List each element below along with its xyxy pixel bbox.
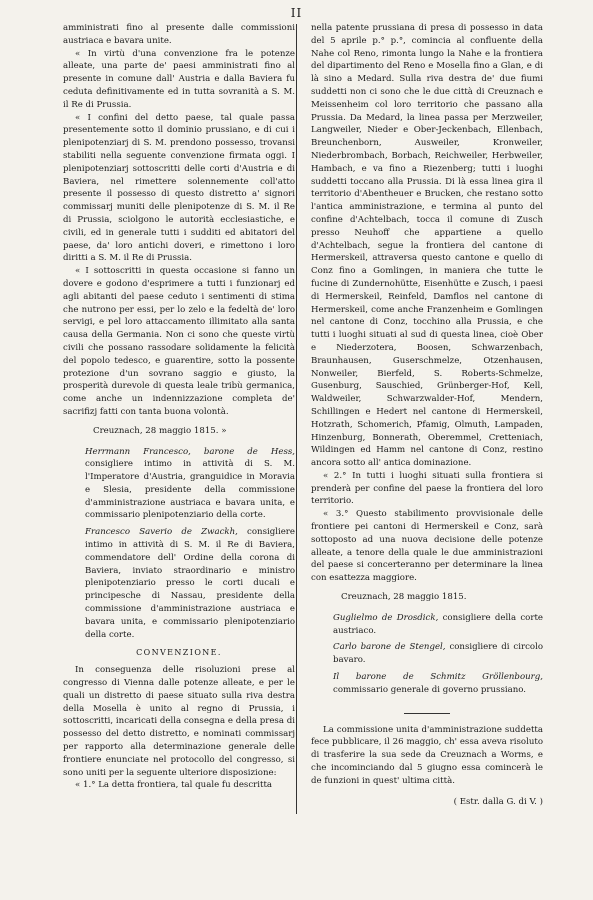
source-citation: ( Estr. dalla G. di V. ) xyxy=(453,796,543,807)
dateline: Creuznach, 28 maggio 1815. » xyxy=(93,425,227,436)
signatory xyxy=(63,526,295,641)
signatory xyxy=(311,641,543,667)
signatory xyxy=(311,612,543,638)
signatory-name: Francesco Saverio de Zwackh, xyxy=(85,527,238,538)
page-number: II xyxy=(290,6,303,20)
signatory-name: Il barone de Schmitz Gröllenbourg, xyxy=(333,672,543,683)
signatory-title: consigliere intimo in attività di S. M. il Re di Baviera, commendatore dell' Ordine della corona di Baviera, inviato straordinario e ministro plenipotenziario presso le corti ducali e principesche di Nassau, presidente della commissione d'amministrazione austriaca e bavara unita, e commissario plenipotenziario della corte. xyxy=(85,527,296,640)
section-divider xyxy=(404,713,450,714)
signatory-name: Carlo barone de Stengel, xyxy=(333,642,446,653)
paragraph: In conseguenza delle risoluzioni prese al congresso di Vienna dalle potenze alleate, e per le quali un distretto di paese situato sulla riva destra della Mosella è unito al regno di Prussia, i sottoscritti, incaricati della consegna e della presa di possesso del detto distretto, e nominati commissarj per rapporto alla determinazione generale delle frontiere enunciate nel protocollo del congresso, si sono uniti per la seguente ulteriore disposizione: xyxy=(63,665,295,778)
section-heading: CONVENZIONE. xyxy=(136,648,222,658)
left-column xyxy=(63,22,295,792)
column-divider xyxy=(296,24,297,814)
dateline: Creuznach, 28 maggio 1815. xyxy=(341,592,467,603)
right-column xyxy=(311,22,543,808)
paragraph: « 1.° La detta frontiera, tal quale fu descritta xyxy=(75,780,273,791)
paragraph: « 3.° Questo stabilimento provvisionale delle frontiere pei cantoni di Hermerskeil e Conz, sarà sottoposto ad una nuova decisione delle potenze alleate, a tenore della quale le due amministrazioni del paese si concerteranno per determinare la linea con esattezza maggiore. xyxy=(311,509,543,584)
signatory xyxy=(311,671,543,697)
signatory-title: commissario generale di governo prussiano. xyxy=(333,684,527,695)
paragraph: « I confini del detto paese, tal quale passa presentemente sotto il dominio prussiano, e di cui i plenipotenziarj di S. M. prendono possesso, trovansi stabiliti nella seguente convenzione firmata oggi. I plenipotenziarj sottoscritti delle corti d'Austria e di Baviera, nel rimettere solennemente coll'atto presente il possesso di questo distretto a' signori commissarj muniti delle plenipotenze di S. M. il Re di Prussia, sciolgono le autorità ecclesiastiche, e civili, ed in generale tutti i sudditi ed abitatori del paese, da' loro antichi doveri, e rimettono i loro diritti a S. M. il Re di Prussia. xyxy=(63,112,295,264)
paragraph: nella patente prussiana di presa di possesso in data del 5 aprile p.° p.°, comincia al confluente della Nahe col Reno, rimonta lungo la Nahe e la frontiera del dipartimento del Reno e Mosella fino a Glan, e di là sino a Medard. Sulla riva destra de' due fiumi suddetti non ci sono che le due città di Creuznach e Meissenheim col loro territorio che passano alla Prussia. Da Medard, la linea passa per Merzweiler, Langweiler, Nieder e Ober-Jeckenbach, Ellenbach, Breunchenborn, Ausweiler, Kronweiler, Niederbrombach, Borbach, Reichweiler, Herbweiler, Hambach, e va fino a Riezenberg; tutti i luoghi suddetti toccano alla Prussia. Di là essa linea gira il territorio d'Abentheuer e Brucken, che restano sotto l'antica amministrazione, e termina al punto del confine d'Achtelbach, tocca il comune di Zusch presso Neuhoff che appartiene a quello d'Achtelbach, segue la frontiera del cantone di Hermerskeil, attraversa questo cantone e quello di Conz fino a Gomlingen, in maniera che tutte le fucine di Zundernohütte, Eisenhütte e Zusch, i paesi di Hermerskeil, Reinfeld, Damflos nel cantone di Hermerskeil, come anche Franzenheim e Gomlingen nel cantone di Conz, tocchino alla Prussia, e che tutti i luoghi situati al sud di questa linea, cioè Ober e Niederzotera, Boosen, Schwarzenbach, Braunhausen, Guserschmelze, Otzenhausen, Nonweiler, Bierfeld, S. Roberts-Schmelze, Gusenburg, Sauschied, Grünberger-Hof, Kell, Waldweiler, Schwarzwalder-Hof, Mendern, Schillingen e Hedert nel cantone di Hermerskeil, Hotzrath, Schomerich, Pfamig, Olmuth, Lampaden, Hinzenburg, Bonnerath, Oberemmel, Cretteniach, Wildingen ed Hamm nel cantone di Conz, restino ancora sotto all' antica dominazione. xyxy=(311,23,543,469)
paragraph: La commissione unita d'amministrazione suddetta fece pubblicare, il 26 maggio, ch' essa aveva risoluto di trasferire la sua sede da Creuznach a Worms, e che incominciando dal 5 giugno essa comincerà le de funzioni in quest' ultima città. xyxy=(311,724,543,786)
signatory-title: consigliere intimo in attività di S. M. l'Imperatore d'Austria, granguidice in Moravia e Slesia, presidente della commissione d'amministrazione austriaca e bavara unita, e commissario plenipotenziario della corte. xyxy=(85,459,295,521)
paragraph: « I sottoscritti in questa occasione si fanno un dovere e godono d'esprimere a tutti i funzionarj ed agli abitanti del paese ceduto i sentimenti di stima che nutrono per essi, per lo zelo e la fedeltà de' loro servigi, e pel loro attaccamento illimitato alla santa causa della Germania. Non ci sono che queste virtù civili che possano rassodare solidamente la felicità del popolo tedesco, e guarentire, sotto la possente protezione d'un sovrano saggio e giusto, la prosperità durevole di questa leale tribù germanica, come anche un indennizzazione completa de' sacrifizj fatti con tanta buona volontà. xyxy=(63,266,295,417)
signatory xyxy=(63,446,295,523)
signatory-title: consigliere di circolo bavaro. xyxy=(333,642,543,666)
signatory-title: consigliere della corte austriaco. xyxy=(333,612,543,636)
signatory-name: Herrmann Francesco, barone de Hess, xyxy=(85,446,295,457)
paragraph: « 2.° In tutti i luoghi situati sulla frontiera si prenderà per confine del paese la frontiera del loro territorio. xyxy=(311,470,543,507)
paragraph: « In virtù d'una convenzione fra le potenze alleate, una parte de' paesi amministrati fino al presente in comune dall' Austria e dalla Baviera fu ceduta definitivamente ed in tutta sovranità a S. M. il Re di Prussia. xyxy=(63,48,295,110)
signatory-name: Guglielmo de Drosdick, xyxy=(333,612,439,623)
paragraph: amministrati fino al presente dalle commissioni austriaca e bavara unite. xyxy=(63,23,295,46)
